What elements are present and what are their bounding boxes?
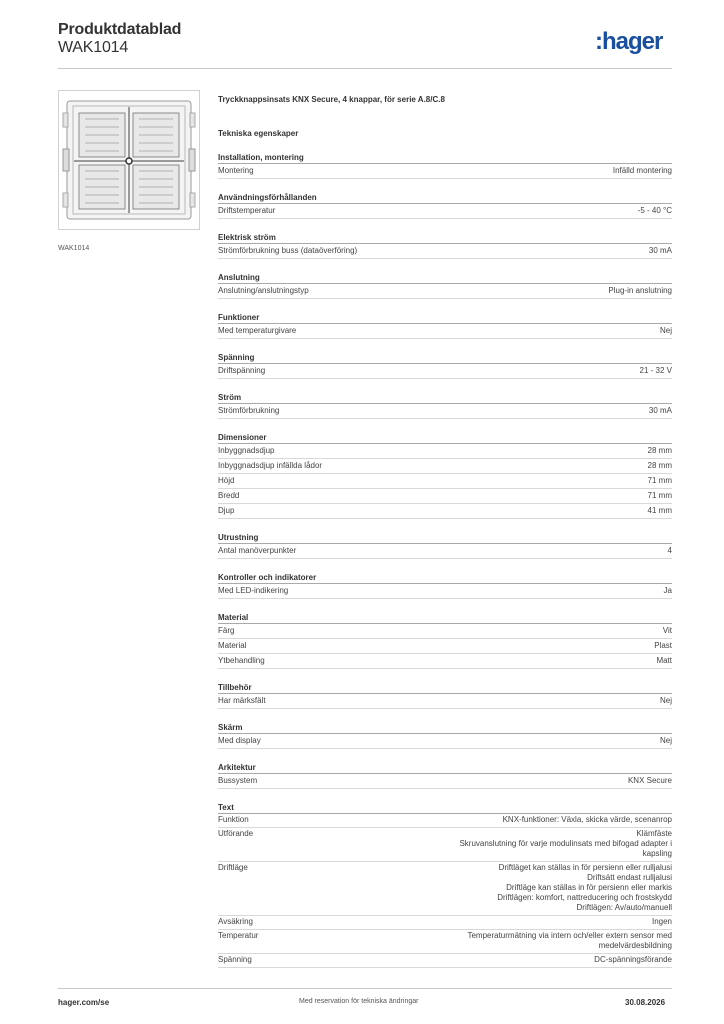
- spec-section: [218, 722, 672, 749]
- spec-section: [218, 432, 672, 519]
- spec-value-line: Vit: [662, 626, 672, 635]
- spec-label: Driftstemperatur: [218, 206, 276, 215]
- spec-label: Inbyggnadsdjup infällda lådor: [218, 461, 323, 470]
- spec-value-line: Skruvanslutning för varje modulinsats med bifogad adapter i: [459, 839, 672, 848]
- footer-divider: [58, 988, 672, 989]
- spec-value: [258, 931, 672, 951]
- spec-value-line: Plast: [654, 641, 672, 650]
- section-heading: Tillbehör: [218, 682, 672, 694]
- spec-label: Har märksfält: [218, 696, 266, 705]
- spec-section: [218, 612, 672, 669]
- spec-value: [246, 641, 672, 651]
- spec-label: Utförande: [218, 829, 254, 838]
- spec-value: [253, 917, 672, 927]
- spec-row: [218, 639, 672, 654]
- spec-value-line: 28 mm: [647, 461, 672, 470]
- spec-value: [279, 406, 672, 416]
- product-image: [58, 90, 200, 230]
- spec-value-line: 71 mm: [647, 476, 672, 485]
- section-heading: Kontroller och indikatorer: [218, 572, 672, 584]
- spec-value: [254, 166, 672, 176]
- hager-logo: [595, 27, 675, 55]
- spec-row: [218, 862, 672, 916]
- section-heading: Anslutning: [218, 272, 672, 284]
- spec-value-line: KNX-funktioner: Växla, skicka värde, scenanrop: [502, 815, 672, 824]
- spec-value: [252, 955, 672, 965]
- spec-row: [218, 624, 672, 639]
- spec-value-line: Plug-in anslutning: [608, 286, 672, 295]
- spec-value: [265, 366, 672, 376]
- spec-label: Strömförbrukning buss (dataöverföring): [218, 246, 358, 255]
- spec-value-line: Driftläget kan ställas in för persienn eller rulljalusi: [498, 863, 672, 872]
- spec-value-line: 41 mm: [647, 506, 672, 515]
- spec-row: [218, 474, 672, 489]
- spec-row: [218, 204, 672, 219]
- spec-value-line: Ingen: [651, 917, 672, 926]
- spec-value: [266, 696, 672, 706]
- spec-value: [253, 829, 672, 859]
- spec-value-line: Ja: [663, 586, 672, 595]
- spec-value-line: Klämfäste: [636, 829, 672, 838]
- spec-value-line: Driftsätt endast rulljalusi: [587, 873, 672, 882]
- spec-value: [357, 246, 672, 256]
- product-code: WAK1014: [58, 39, 129, 56]
- spec-section: [218, 682, 672, 709]
- spec-value-line: Nej: [659, 326, 672, 335]
- header-divider: [58, 68, 672, 69]
- section-heading: Material: [218, 612, 672, 624]
- spec-label: Anslutning/anslutningstyp: [218, 286, 309, 295]
- spec-row: [218, 814, 672, 828]
- spec-row: [218, 364, 672, 379]
- spec-row: [218, 654, 672, 669]
- spec-value: [261, 736, 672, 746]
- spec-label: Material: [218, 641, 247, 650]
- spec-section: [218, 762, 672, 789]
- spec-row: [218, 444, 672, 459]
- spec-value-line: Driftläge kan ställas in för persienn eller markis: [506, 883, 672, 892]
- spec-section: [218, 392, 672, 419]
- spec-content: [218, 93, 672, 968]
- footer-disclaimer: Med reservation för tekniska ändringar: [299, 998, 419, 1005]
- section-heading: Elektrisk ström: [218, 232, 672, 244]
- spec-value-line: Matt: [656, 656, 672, 665]
- spec-row: [218, 284, 672, 299]
- spec-row: [218, 930, 672, 954]
- spec-row: [218, 489, 672, 504]
- spec-row: [218, 544, 672, 559]
- spec-value: [249, 815, 672, 825]
- spec-value: [234, 626, 672, 636]
- spec-value: [322, 461, 672, 471]
- spec-value-line: kapsling: [642, 849, 672, 858]
- spec-section: [218, 802, 672, 968]
- spec-value: [275, 206, 672, 216]
- footer-date: 30.08.2026: [625, 998, 666, 1007]
- spec-row: [218, 459, 672, 474]
- spec-label: Med display: [218, 736, 261, 745]
- spec-value-line: 30 mA: [648, 406, 672, 415]
- spec-section: [218, 312, 672, 339]
- spec-value: [288, 586, 672, 596]
- spec-value-line: 21 - 32 V: [639, 366, 672, 375]
- footer-website-link[interactable]: hager.com/se: [58, 998, 110, 1007]
- spec-label: Spänning: [218, 955, 252, 964]
- section-heading: Dimensioner: [218, 432, 672, 444]
- spec-row: [218, 774, 672, 789]
- spec-sections: [218, 152, 672, 968]
- spec-value-line: Driftlägen: komfort, nattreducering och frostskydd: [497, 893, 672, 902]
- spec-row: [218, 734, 672, 749]
- section-heading: Utrustning: [218, 532, 672, 544]
- spec-value: [257, 776, 672, 786]
- spec-row: [218, 954, 672, 968]
- spec-section: [218, 532, 672, 559]
- spec-value-line: Nej: [659, 696, 672, 705]
- spec-row: [218, 164, 672, 179]
- section-heading: Ström: [218, 392, 672, 404]
- spec-section: [218, 192, 672, 219]
- spec-label: Bussystem: [218, 776, 258, 785]
- spec-section: [218, 232, 672, 259]
- page-title: Produktdatablad: [58, 21, 182, 38]
- section-heading: Spänning: [218, 352, 672, 364]
- spec-label: Ytbehandling: [218, 656, 265, 665]
- spec-label: Driftläge: [218, 863, 248, 872]
- spec-value: [296, 546, 672, 556]
- spec-value: [234, 506, 672, 516]
- spec-value: [275, 446, 673, 456]
- spec-section: [218, 352, 672, 379]
- spec-value-line: 28 mm: [647, 446, 672, 455]
- spec-value-line: 30 mA: [648, 246, 672, 255]
- spec-label: Funktion: [218, 815, 249, 824]
- spec-label: Djup: [218, 506, 235, 515]
- spec-value-line: -5 - 40 °C: [637, 206, 672, 215]
- spec-value-line: Driftlägen: Av/auto/manuell: [576, 903, 672, 912]
- spec-row: [218, 504, 672, 519]
- spec-value-line: DC-spänningsförande: [594, 955, 672, 964]
- spec-label: Inbyggnadsdjup: [218, 446, 275, 455]
- spec-label: Strömförbrukning: [218, 406, 280, 415]
- spec-value-line: KNX Secure: [627, 776, 672, 785]
- section-heading: Installation, montering: [218, 152, 672, 164]
- spec-value-line: Infälld montering: [612, 166, 672, 175]
- spec-label: Höjd: [218, 476, 235, 485]
- spec-value-line: Nej: [659, 736, 672, 745]
- spec-value: [239, 491, 672, 501]
- section-heading: Funktioner: [218, 312, 672, 324]
- spec-label: Avsäkring: [218, 917, 253, 926]
- section-heading: Användningsförhållanden: [218, 192, 672, 204]
- section-heading: Arkitektur: [218, 762, 672, 774]
- spec-section: [218, 572, 672, 599]
- spec-value-line: Temperaturmätning via intern och/eller extern sensor med: [467, 931, 672, 940]
- spec-value: [296, 326, 672, 336]
- image-caption: WAK1014: [58, 245, 90, 252]
- spec-label: Med LED-indikering: [218, 586, 289, 595]
- spec-label: Med temperaturgivare: [218, 326, 297, 335]
- push-button-insert-illustration: [59, 91, 199, 229]
- spec-row: [218, 916, 672, 930]
- spec-row: [218, 244, 672, 259]
- spec-section: [218, 152, 672, 179]
- spec-label: Bredd: [218, 491, 240, 500]
- spec-row: [218, 694, 672, 709]
- logo-text: :hager: [595, 28, 663, 55]
- spec-row: [218, 828, 672, 862]
- spec-label: Antal manöverpunkter: [218, 546, 297, 555]
- spec-value: [309, 286, 672, 296]
- spec-row: [218, 584, 672, 599]
- spec-heading: Tekniska egenskaper: [218, 129, 299, 138]
- spec-section: [218, 272, 672, 299]
- spec-label: Montering: [218, 166, 254, 175]
- spec-label: Temperatur: [218, 931, 259, 940]
- spec-value: [234, 476, 672, 486]
- spec-value: [265, 656, 672, 666]
- section-heading: Skärm: [218, 722, 672, 734]
- product-description: Tryckknappsinsats KNX Secure, 4 knappar, för serie A.8/C.8: [218, 95, 445, 104]
- section-heading: Text: [218, 802, 672, 814]
- spec-row: [218, 324, 672, 339]
- spec-label: Färg: [218, 626, 235, 635]
- spec-value-line: 4: [667, 546, 672, 555]
- spec-label: Driftspänning: [218, 366, 266, 375]
- spec-row: [218, 404, 672, 419]
- spec-value-line: 71 mm: [647, 491, 672, 500]
- spec-value: [248, 863, 672, 913]
- spec-value-line: medelvärdesbildning: [598, 941, 672, 950]
